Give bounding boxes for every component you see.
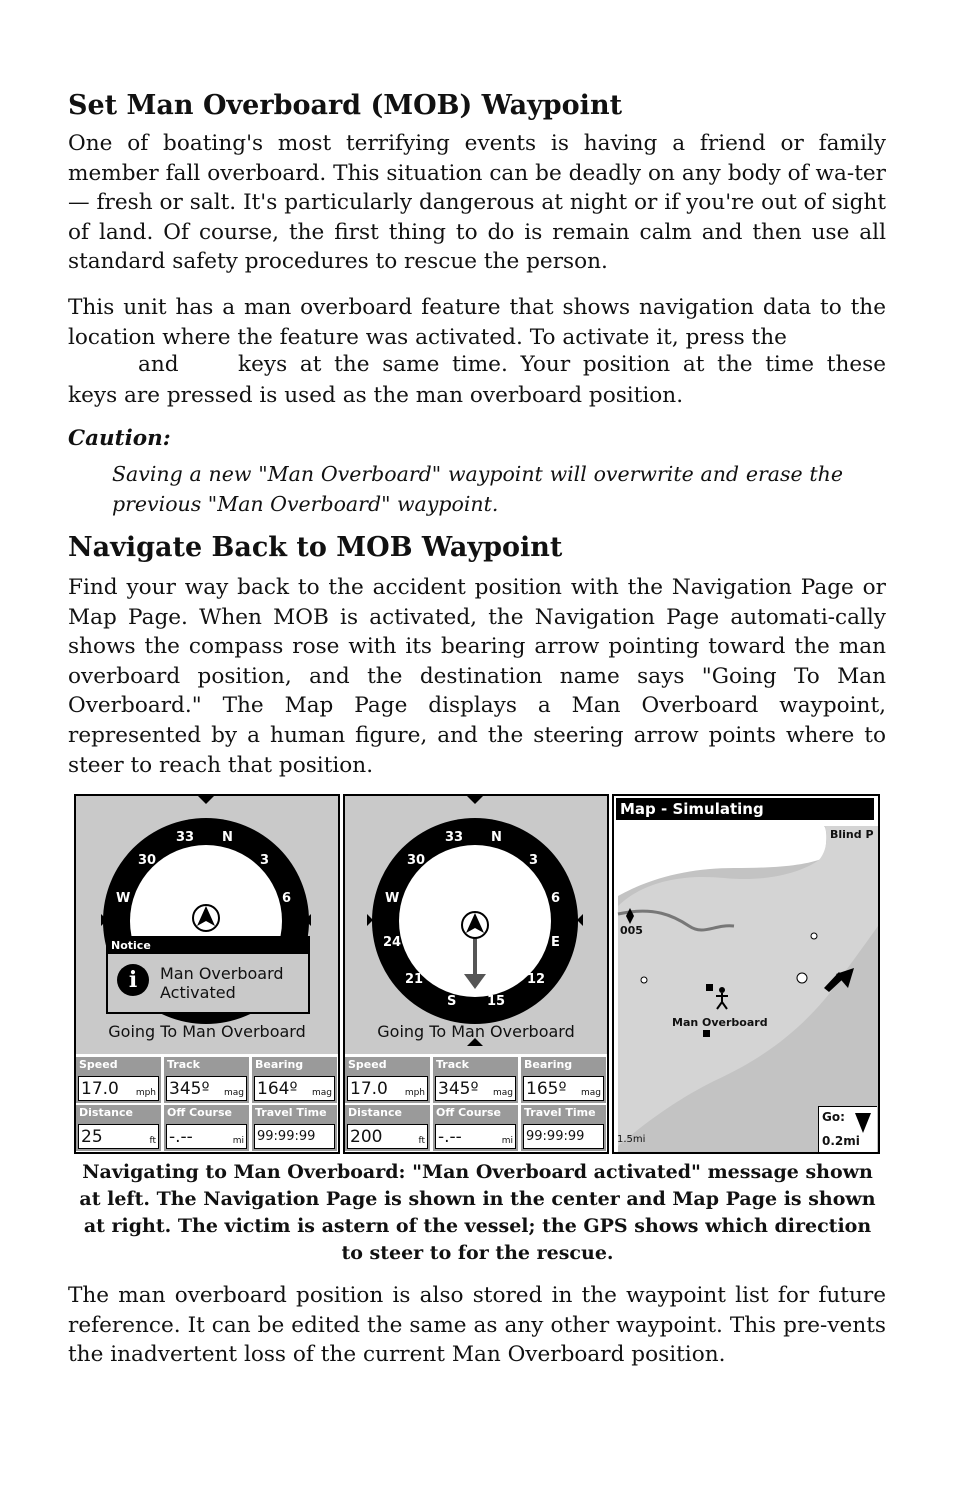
screen-map xyxy=(612,794,880,1154)
compass-label: 24 xyxy=(383,935,402,950)
compass-label: 33 xyxy=(445,830,464,845)
field-value: -.-- xyxy=(438,1127,462,1147)
field-label: Travel Time xyxy=(524,1106,596,1119)
caution-label: Caution: xyxy=(68,426,171,451)
field-label: Track xyxy=(167,1058,200,1071)
field-label: Distance xyxy=(79,1106,133,1119)
field-label: Off Course xyxy=(436,1106,501,1119)
field-bearing xyxy=(521,1057,606,1103)
go-label: Go: xyxy=(822,1110,845,1124)
field-value: 200 xyxy=(350,1127,383,1147)
boat-position-icon xyxy=(193,905,219,931)
waypoint-marker xyxy=(703,1030,710,1037)
field-value: 25 xyxy=(81,1127,103,1147)
destination-name: Going To Man Overboard xyxy=(377,1022,575,1041)
field-distance xyxy=(345,1105,430,1151)
field-unit: mi xyxy=(501,1136,513,1146)
field-off-course xyxy=(164,1105,249,1151)
field-unit: mag xyxy=(224,1088,244,1098)
activation-paragraph-last: keys are pressed is used as the man overboard position. xyxy=(68,383,684,408)
go-box xyxy=(818,1106,877,1153)
field-value: 99:99:99 xyxy=(526,1129,585,1144)
keys-sentence: keys at the same time. Your position at the time these xyxy=(238,352,886,377)
intro-paragraph: One of boating's most terrifying events is having a friend or family member fall overboard. This situation can be deadly on any body of wa-ter — fresh or salt. It's particularly dangerous at night or if you're out of sight of land. Of course, the first thing to do is remain calm and then use all standard safety procedures to rescue the person. xyxy=(68,131,886,275)
map-title: Map - Simulating xyxy=(616,798,874,820)
notice-title: Notice xyxy=(108,938,308,954)
field-value: 345º xyxy=(438,1079,479,1099)
field-value: -.-- xyxy=(169,1127,193,1147)
screen-notice xyxy=(74,794,340,1154)
field-speed xyxy=(76,1057,161,1103)
field-value: 345º xyxy=(169,1079,210,1099)
map-label-blind: Blind P xyxy=(830,828,874,841)
field-unit: mag xyxy=(312,1088,332,1098)
field-unit: ft xyxy=(149,1136,156,1146)
go-arrow-icon xyxy=(853,1113,873,1135)
field-distance xyxy=(76,1105,161,1151)
field-label: Speed xyxy=(79,1058,118,1071)
destination-name: Going To Man Overboard xyxy=(108,1022,306,1041)
and-word: and xyxy=(138,352,179,377)
activation-paragraph-line1: This unit has a man overboard feature that shows navigation data to the location where the feature was activated. To activate it, press the xyxy=(68,295,886,350)
map-label-man-overboard: Man Overboard xyxy=(672,1016,768,1029)
compass-label: 3 xyxy=(529,853,539,868)
field-label: Distance xyxy=(348,1106,402,1119)
data-fields xyxy=(76,1054,338,1152)
compass-label: 30 xyxy=(138,853,157,868)
field-value: 165º xyxy=(526,1079,567,1099)
info-icon: i xyxy=(117,964,149,996)
navigate-paragraph: Find your way back to the accident position with the Navigation Page or Map Page. When MOB is activated, the Navigation Page automati-cally shows the compass rose with its bearing arrow pointing toward the man overboard position, and the destination name says "Going To Man Overboard." The Map Page displays a Man Overboard waypoint, represented by a human figure, and the steering arrow points where to steer to reach that position. xyxy=(68,575,886,778)
field-travel-time xyxy=(521,1105,606,1151)
compass-label: S xyxy=(447,994,457,1009)
field-value: 164º xyxy=(257,1079,298,1099)
field-unit: ft xyxy=(418,1136,425,1146)
field-label: Speed xyxy=(348,1058,387,1071)
section-heading-set-mob: Set Man Overboard (MOB) Waypoint xyxy=(68,90,623,121)
notice-dialog xyxy=(106,936,310,1014)
field-unit: mph xyxy=(135,1088,156,1098)
compass-label: 12 xyxy=(527,972,546,987)
compass-label: 6 xyxy=(551,891,561,906)
field-unit: mag xyxy=(493,1088,513,1098)
compass-label: N xyxy=(491,830,502,845)
screen-navigation xyxy=(343,794,609,1154)
compass-label: 30 xyxy=(407,853,426,868)
field-value: 17.0 xyxy=(350,1079,388,1099)
field-track xyxy=(164,1057,249,1103)
notice-line2: Activated xyxy=(160,983,236,1002)
field-off-course xyxy=(433,1105,518,1151)
field-label: Bearing xyxy=(255,1058,304,1071)
compass-label: 21 xyxy=(405,972,424,987)
closing-paragraph: The man overboard position is also stored in the waypoint list for future reference. It can be edited the same as any other waypoint. This pre-vents the inadvertent loss of the current Man Overboard position. xyxy=(68,1283,886,1368)
field-unit: mph xyxy=(404,1088,425,1098)
waypoint-marker xyxy=(706,984,713,991)
map-label-005: 005 xyxy=(620,924,643,937)
field-speed xyxy=(345,1057,430,1103)
caution-text: Saving a new "Man Overboard" waypoint will overwrite and erase the previous "Man Overboard" waypoint. xyxy=(112,462,843,516)
compass-label: 15 xyxy=(487,994,506,1009)
go-value: 0.2mi xyxy=(822,1134,860,1148)
field-unit: mi xyxy=(232,1136,244,1146)
compass-label: 6 xyxy=(282,891,292,906)
data-fields xyxy=(345,1054,607,1152)
figure-caption: Navigating to Man Overboard: "Man Overboard activated" message shown at left. The Navigation Page is shown in the center and Map Page is shown at right. The victim is astern of the vessel; the GPS shows which direction to steer to for the rescue. xyxy=(79,1161,876,1264)
field-label: Travel Time xyxy=(255,1106,327,1119)
field-track xyxy=(433,1057,518,1103)
boat-position-icon xyxy=(462,912,488,938)
compass-label: 3 xyxy=(260,853,270,868)
field-bearing xyxy=(252,1057,337,1103)
map-canvas xyxy=(614,796,878,1152)
field-travel-time xyxy=(252,1105,337,1151)
field-value: 17.0 xyxy=(81,1079,119,1099)
compass-label: N xyxy=(222,830,233,845)
field-unit: mag xyxy=(581,1088,601,1098)
section-heading-navigate-mob: Navigate Back to MOB Waypoint xyxy=(68,532,563,563)
compass-label: 33 xyxy=(176,830,195,845)
map-scale: 1.5mi xyxy=(617,1134,646,1145)
notice-message xyxy=(160,964,284,1002)
field-value: 99:99:99 xyxy=(257,1129,316,1144)
compass-label: E xyxy=(551,935,560,950)
field-label: Bearing xyxy=(524,1058,573,1071)
compass-label: W xyxy=(385,891,400,906)
field-label: Track xyxy=(436,1058,469,1071)
field-label: Off Course xyxy=(167,1106,232,1119)
compass-label: W xyxy=(116,891,131,906)
notice-line1: Man Overboard xyxy=(160,964,284,983)
